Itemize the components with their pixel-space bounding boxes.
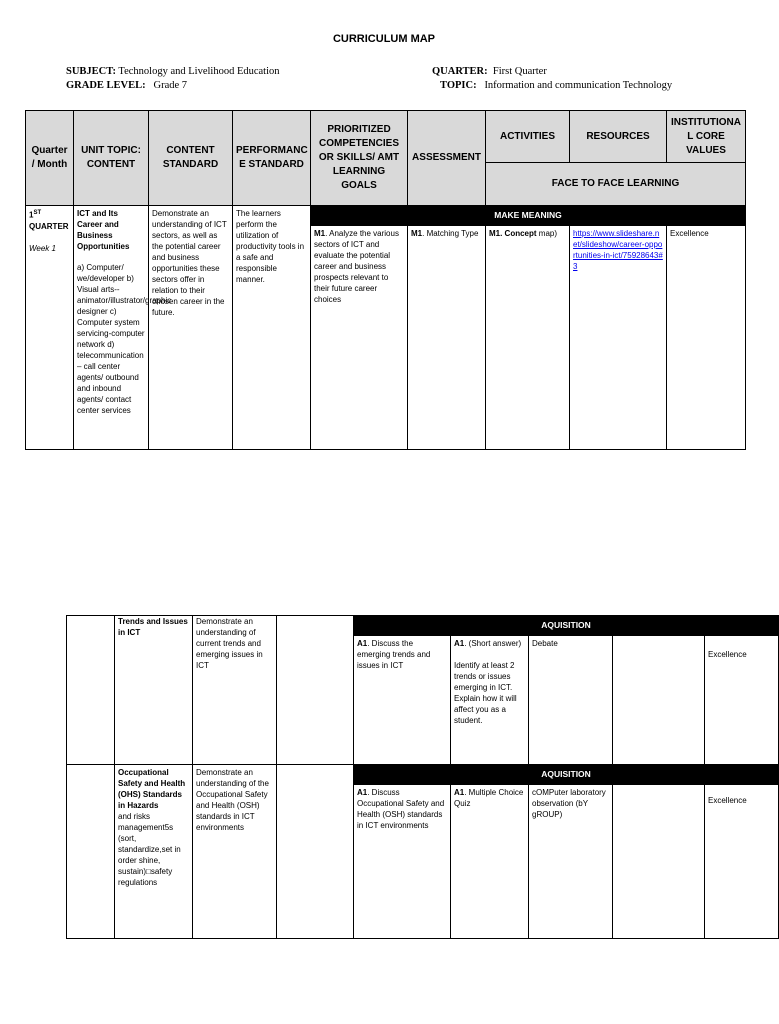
ohs-core-value-cell: Excellence — [705, 785, 779, 939]
quarter-cell — [26, 206, 74, 450]
ohs-activity-cell: cOMPuter laboratory observation (bY gROUP) — [529, 785, 613, 939]
quarter-value: First Quarter — [492, 66, 547, 77]
grade-line — [66, 80, 187, 91]
header-assessment: ASSESSMENT — [408, 111, 486, 206]
acquisition-bar: AQUISITION — [354, 616, 779, 636]
week-label: Week 1 — [29, 243, 56, 253]
ohs-performance-cell — [277, 765, 354, 939]
curriculum-table — [25, 110, 746, 450]
ohs-topic-cell — [115, 765, 193, 939]
quarter-cell-empty-2 — [67, 765, 115, 939]
topic-value: Information and communication Technology — [484, 80, 673, 91]
trends-competency-text: . Discuss the emerging trends and issues in ICT — [357, 639, 431, 670]
competency-text: . Analyze the various sectors of ICT and evaluate the potential career and business prospects relevant to their future career choices — [314, 229, 399, 304]
make-meaning-bar: MAKE MEANING — [311, 206, 746, 226]
header-performance-standard: PERFORMANC E STANDARD — [233, 111, 311, 206]
header-face-to-face: FACE TO FACE LEARNING — [486, 163, 746, 206]
ohs-resource-cell — [613, 785, 705, 939]
competency-cell — [311, 226, 408, 450]
assessment-code: M1 — [411, 229, 423, 238]
header-unit-topic: UNIT TOPIC: CONTENT — [74, 111, 149, 206]
trends-assessment-text: . (Short answer) — [464, 639, 522, 648]
ohs-competency-text: . Discuss Occupational Safety and Health (OSH) standards in ICT environments — [357, 788, 445, 830]
performance-standard-cell: The learners perform the utilization of productivity tools in a safe and responsible manner. — [233, 206, 311, 450]
grade-label: GRADE LEVEL: — [66, 80, 146, 91]
topic-label: TOPIC: — [440, 80, 477, 91]
quarter-suffix: ST — [33, 210, 42, 216]
trends-assessment-cell — [451, 636, 529, 765]
unit-topic-cell — [74, 206, 172, 450]
ohs-assessment-cell — [451, 785, 529, 939]
ohs-competency-cell — [354, 785, 451, 939]
trends-performance-cell — [277, 616, 354, 765]
grade-value: Grade 7 — [153, 80, 188, 91]
assessment-text: . Matching Type — [422, 229, 479, 238]
trends-content-standard-cell: Demonstrate an understanding of current trends and emerging issues in ICT — [193, 616, 277, 765]
quarter-label: QUARTER: — [432, 66, 488, 77]
topic-items: a) Computer/ we/developer b) Visual arts--animator/illustrator/graphic designer c) Computer system servicing-computer network d) telecommunication – call center agents/ outbound and inbound agents/ contact center services — [77, 263, 172, 415]
header-resources: RESOURCES — [570, 111, 667, 163]
trends-resource-cell — [613, 636, 705, 765]
quarter-cell-empty — [67, 616, 115, 765]
trends-assessment-code: A1 — [454, 639, 465, 648]
acquisition-bar-2: AQUISITION — [354, 765, 779, 785]
subject-line — [66, 66, 280, 77]
trends-assessment-extra: Identify at least 2 trends or issues emerging in ICT. Explain how it will affect you as a student. — [454, 661, 517, 725]
header-content-standard: CONTENT STANDARD — [149, 111, 233, 206]
resource-link[interactable]: https://www.slideshare.net/slideshow/career-opportunities-in-ict/75928643#3 — [573, 229, 663, 271]
activity-cell — [486, 226, 570, 450]
ohs-assessment-text: . Multiple Choice Quiz — [454, 788, 524, 808]
trends-topic-cell: Trends and Issues in ICT — [115, 616, 193, 765]
ohs-assessment-code: A1 — [454, 788, 465, 797]
ohs-competency-code: A1 — [357, 788, 368, 797]
quarter-number: 1 — [29, 210, 34, 220]
activity-text: map) — [536, 229, 558, 238]
content-standard-cell: Demonstrate an understanding of ICT sectors, as well as the potential career and business opportunities these sectors offer in relation to their chosen career in the future. — [149, 206, 233, 450]
curriculum-table-continued — [66, 615, 779, 939]
resource-cell — [570, 226, 667, 450]
ohs-topic-title: Occupational Safety and Health (OHS) Standards in Hazards — [118, 768, 186, 810]
trends-competency-cell — [354, 636, 451, 765]
trends-activity-cell: Debate — [529, 636, 613, 765]
trends-competency-code: A1 — [357, 639, 368, 648]
competency-code: M1 — [314, 229, 326, 238]
ohs-topic-rest: and risks management5s (sort, standardize,set in order shine, sustain)□safety regulations — [118, 812, 181, 887]
assessment-cell — [408, 226, 486, 450]
header-core-values: INSTITUTIONA L CORE VALUES — [667, 111, 746, 163]
header-activities: ACTIVITIES — [486, 111, 570, 163]
quarter-word: QUARTER — [29, 221, 69, 231]
header-quarter: Quarter / Month — [26, 111, 74, 206]
quarter-line — [432, 66, 547, 77]
topic-line — [440, 80, 672, 91]
subject-value: Technology and Livelihood Education — [118, 66, 280, 77]
header-competencies: PRIORITIZED COMPETENCIES OR SKILLS/ AMT LEARNING GOALS — [311, 111, 408, 206]
ohs-content-standard-cell: Demonstrate an understanding of the Occupational Safety and Health (OSH) standards in ICT environments — [193, 765, 277, 939]
core-value-cell: Excellence — [667, 226, 746, 450]
topic-title: ICT and Its Career and Business Opportunities — [77, 209, 130, 251]
subject-label: SUBJECT: — [66, 66, 116, 77]
trends-core-value-cell: Excellence — [705, 636, 779, 765]
activity-code: M1. Concept — [489, 229, 537, 238]
document-title: CURRICULUM MAP — [332, 33, 436, 45]
